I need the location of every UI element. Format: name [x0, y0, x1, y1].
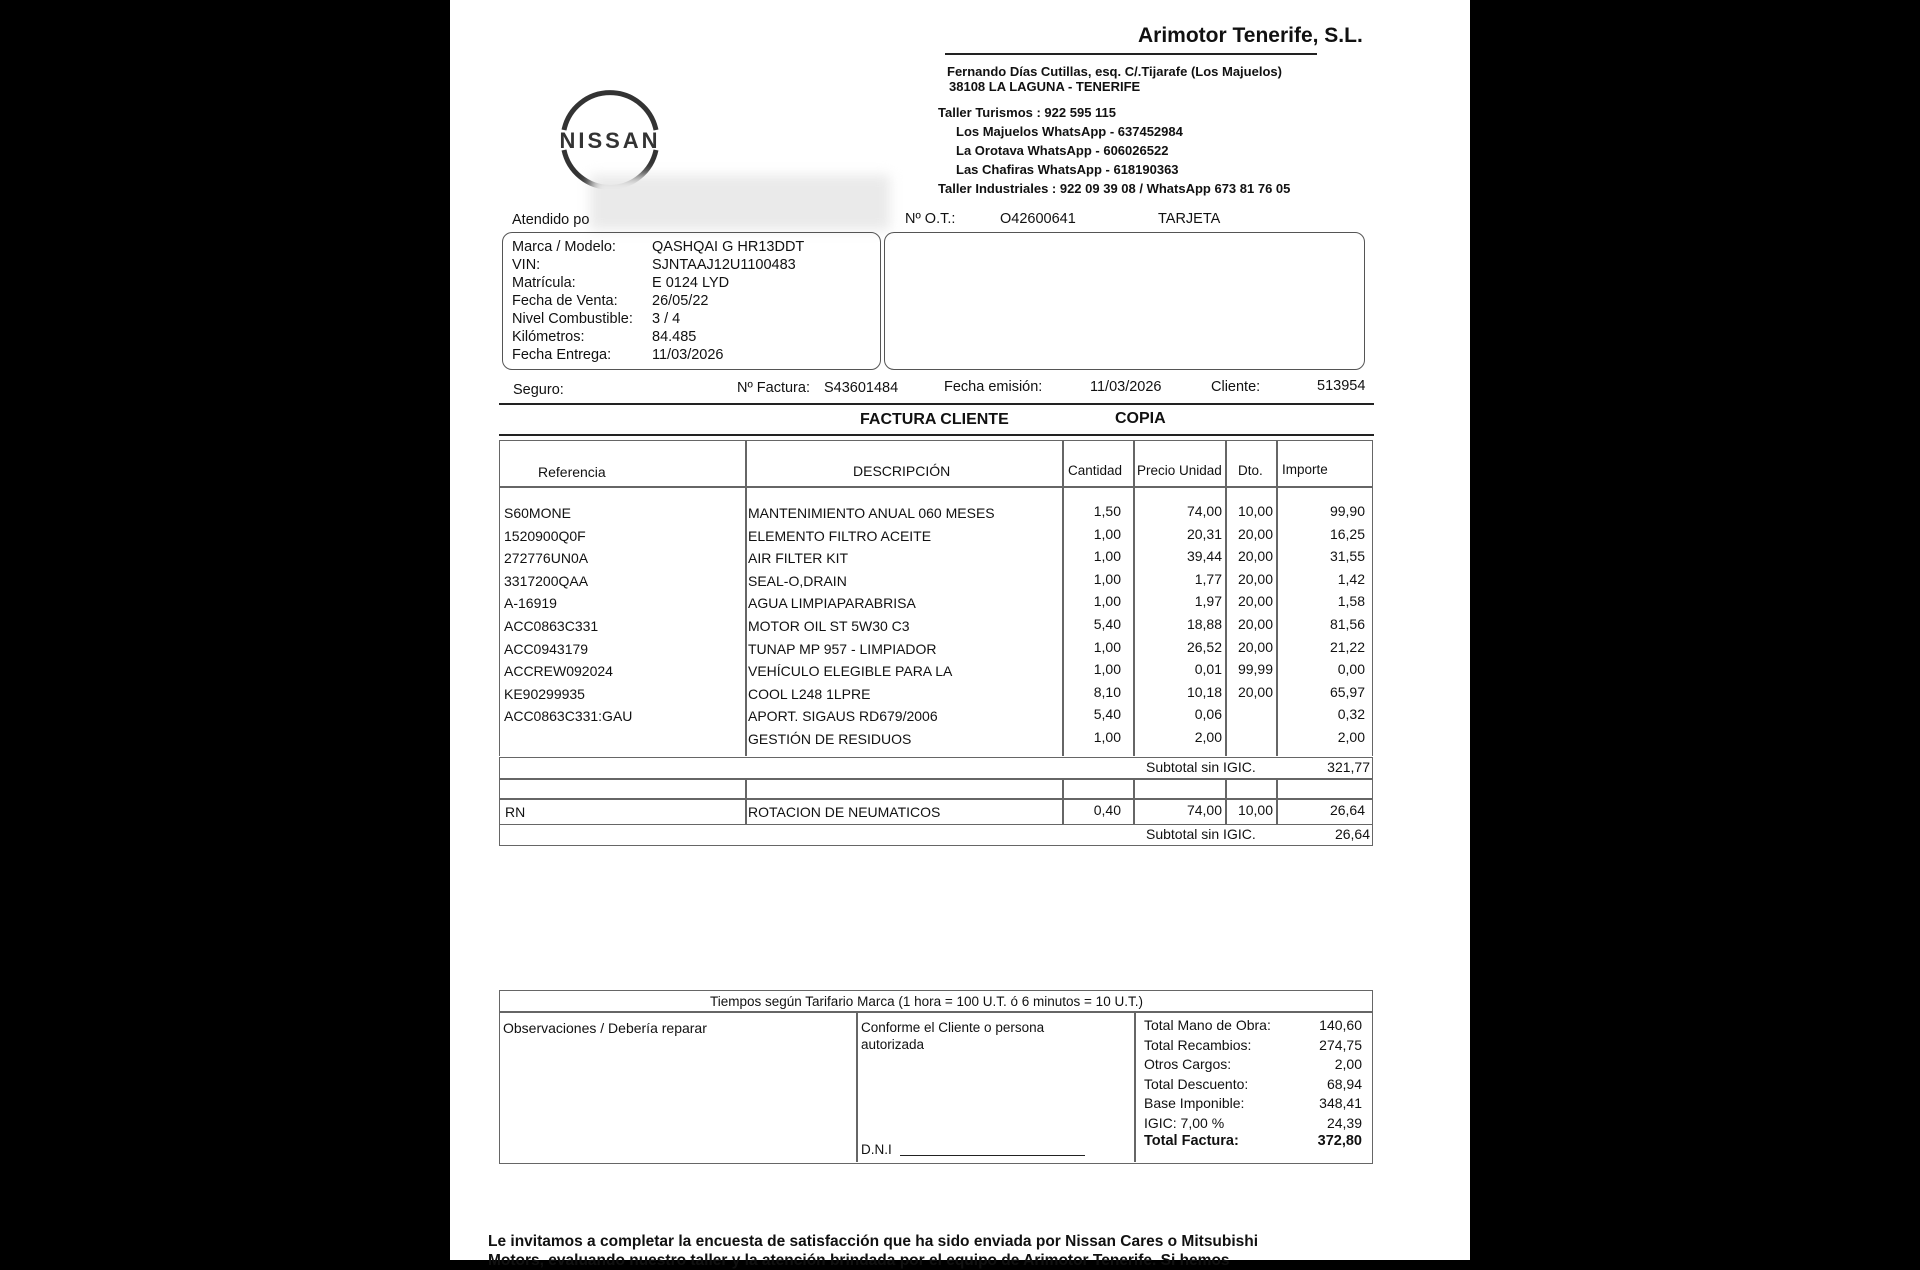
item-desc: AGUA LIMPIAPARABRISA: [748, 595, 916, 612]
item-qty: 1,00: [1093, 638, 1121, 655]
copy-label: COPIA: [1115, 410, 1166, 427]
item-ref: ACC0863C331:GAU: [504, 708, 633, 725]
taller-industriales: Taller Industriales : 922 09 39 08 / WhatsApp 673 81 76 05: [938, 181, 1291, 196]
subtotal-1-value: 321,77: [1327, 759, 1370, 775]
item-ref: ACC0863C331: [504, 618, 599, 634]
item-amount: 0,00: [1337, 661, 1365, 678]
vehicle-label: Nivel Combustible:: [512, 311, 633, 327]
total-value: 68,94: [1326, 1075, 1362, 1092]
item-qty: 5,40: [1093, 706, 1121, 723]
vehicle-row: [512, 292, 804, 310]
dni-label: D.N.I: [861, 1142, 892, 1157]
vehicle-value: 11/03/2026: [652, 347, 724, 363]
vehicle-row: [512, 328, 804, 346]
item-desc: MOTOR OIL ST 5W30 C3: [748, 618, 910, 634]
item-qty: 1,00: [1093, 525, 1121, 542]
col-sep-1: [745, 440, 747, 756]
taller-turismos: Taller Turismos : 922 595 115: [938, 105, 1117, 120]
total-label: Otros Cargos:: [1144, 1056, 1232, 1072]
vehicle-label: Matrícula:: [512, 275, 576, 291]
total-value: 140,60: [1319, 1017, 1362, 1033]
ot-label: Nº O.T.:: [905, 211, 956, 227]
redacted-attendant: [590, 175, 890, 230]
vehicle-value: 84.485: [652, 329, 697, 345]
address-line-2: 38108 LA LAGUNA - TENERIFE: [949, 79, 1141, 94]
item-qty: 1,50: [1093, 503, 1121, 519]
atendido-label: Atendido po: [512, 212, 590, 228]
item-amount: 2,00: [1337, 729, 1365, 745]
item-desc: ELEMENTO FILTRO ACEITE: [748, 527, 932, 544]
total-row: [1144, 1075, 1362, 1095]
labor-qty: 0,40: [1093, 802, 1121, 818]
vehicle-row: [512, 310, 804, 328]
survey-line-2: Motors, evaluando nuestro taller y la atención brindada por el equipo de Arimotor Tenerife. Si hemos: [488, 1252, 1230, 1269]
col-header-dto: Dto.: [1238, 463, 1263, 478]
col-header-referencia: Referencia: [538, 464, 606, 480]
item-ref: 1520900Q0F: [504, 527, 586, 544]
item-amount: 31,55: [1329, 548, 1365, 565]
item-price: 74,00: [1186, 503, 1222, 519]
item-dto: 20,00: [1237, 570, 1273, 587]
item-desc: APORT. SIGAUS RD679/2006: [748, 708, 938, 725]
dni-signature-line: [900, 1155, 1085, 1156]
vehicle-row: [512, 238, 804, 256]
item-amount: 1,42: [1337, 570, 1365, 587]
item-dto: 20,00: [1237, 593, 1273, 610]
item-amount: 21,22: [1329, 638, 1365, 655]
item-dto: 10,00: [1237, 503, 1273, 519]
item-price: 20,31: [1186, 525, 1222, 542]
labor-sep-1: [745, 779, 747, 824]
vehicle-row: [512, 346, 804, 364]
vehicle-value: 26/05/22: [652, 293, 709, 309]
col-header-cantidad: Cantidad: [1068, 463, 1123, 478]
vehicle-label: Kilómetros:: [512, 329, 585, 345]
item-qty: 8,10: [1093, 683, 1121, 700]
item-dto: 99,99: [1237, 661, 1273, 678]
company-name: Arimotor Tenerife, S.L.: [1138, 24, 1363, 47]
item-price: 26,52: [1186, 638, 1222, 655]
total-row: [1144, 1055, 1362, 1075]
logo-text: NISSAN: [559, 128, 661, 153]
whatsapp-orotava: La Orotava WhatsApp - 606026522: [956, 143, 1169, 158]
vehicle-row: [512, 256, 804, 274]
item-price: 0,01: [1194, 661, 1222, 678]
vehicle-value: QASHQAI G HR13DDT: [652, 239, 805, 255]
item-qty: 1,00: [1093, 661, 1121, 678]
item-amount: 65,97: [1329, 683, 1365, 700]
item-price: 1,97: [1194, 593, 1222, 610]
item-ref: ACCREW092024: [504, 663, 613, 680]
item-amount: 0,32: [1337, 706, 1365, 723]
header-row-line: [499, 486, 1372, 488]
total-value: 24,39: [1326, 1114, 1362, 1131]
blank-box: [884, 232, 1365, 370]
info-divider: [499, 403, 1374, 405]
vehicle-value: 3 / 4: [652, 311, 681, 327]
total-factura-label: Total Factura:: [1144, 1133, 1239, 1149]
item-desc: SEAL-O,DRAIN: [748, 572, 847, 589]
item-price: 2,00: [1194, 729, 1222, 745]
totals-list: [1144, 1016, 1362, 1133]
total-value: 274,75: [1319, 1036, 1362, 1053]
tiempos-text: Tiempos según Tarifario Marca (1 hora = 100 U.T. ó 6 minutos = 10 U.T.): [710, 994, 1143, 1009]
vehicle-value: SJNTAAJ12U1100483: [652, 257, 796, 273]
item-qty: 1,00: [1093, 593, 1121, 610]
payment-method: TARJETA: [1158, 211, 1221, 227]
item-ref: A-16919: [504, 595, 557, 612]
workshop-contacts: [938, 103, 1290, 198]
total-label: IGIC: 7,00 %: [1144, 1114, 1225, 1131]
invoice-page: [450, 0, 1470, 1269]
item-desc: VEHÍCULO ELEGIBLE PARA LA: [748, 663, 953, 680]
footer-sep-1: [856, 1012, 858, 1162]
title-divider: [499, 434, 1374, 436]
item-ref: ACC0943179: [504, 640, 589, 657]
item-price: 0,06: [1194, 706, 1222, 723]
item-amount: 1,58: [1337, 593, 1365, 610]
item-ref: 272776UN0A: [504, 550, 589, 567]
footer-sep-2: [1134, 1012, 1136, 1162]
cliente-value: 513954: [1317, 378, 1366, 394]
item-qty: 1,00: [1093, 548, 1121, 565]
item-price: 18,88: [1186, 616, 1222, 632]
item-dto: 20,00: [1237, 638, 1273, 655]
vehicle-value: E 0124 LYD: [652, 275, 730, 291]
item-ref: 3317200QAA: [504, 572, 589, 589]
item-desc: MANTENIMIENTO ANUAL 060 MESES: [748, 505, 995, 521]
item-dto: 20,00: [1237, 548, 1273, 565]
total-label: Total Mano de Obra:: [1144, 1017, 1271, 1033]
item-ref: S60MONE: [504, 505, 571, 521]
item-amount: 16,25: [1329, 525, 1365, 542]
conforme-line-2: autorizada: [861, 1037, 925, 1052]
observaciones-label: Observaciones / Debería reparar: [503, 1020, 707, 1036]
labor-price: 74,00: [1186, 802, 1222, 818]
fecha-emision-value: 11/03/2026: [1090, 379, 1162, 395]
item-dto: 20,00: [1237, 683, 1273, 700]
company-address: [947, 64, 1282, 94]
labor-amount: 26,64: [1329, 802, 1365, 818]
col-header-importe: Importe: [1282, 462, 1328, 477]
whatsapp-chafiras: Las Chafiras WhatsApp - 618190363: [956, 162, 1179, 177]
fecha-emision-label: Fecha emisión:: [944, 379, 1043, 395]
col-header-precio: Precio Unidad: [1137, 463, 1222, 478]
item-price: 39,44: [1186, 548, 1222, 565]
vehicle-label: Fecha Entrega:: [512, 347, 612, 363]
survey-line-1: Le invitamos a completar la encuesta de satisfacción que ha sido enviada por Nissan Cares o Mitsubishi: [488, 1233, 1259, 1250]
address-line-1: Fernando Días Cutillas, esq. C/.Tijarafe (Los Majuelos): [947, 64, 1282, 79]
total-row: [1144, 1114, 1362, 1134]
item-dto: 20,00: [1237, 616, 1273, 632]
factura-label: Nº Factura:: [737, 380, 810, 396]
item-qty: 1,00: [1093, 729, 1121, 745]
seguro-label: Seguro:: [513, 382, 564, 398]
total-label: Total Descuento:: [1144, 1075, 1249, 1092]
total-label: Total Recambios:: [1144, 1036, 1252, 1053]
conforme-line-1: Conforme el Cliente o persona: [861, 1020, 1045, 1035]
item-price: 1,77: [1194, 570, 1222, 587]
invoice-title: FACTURA CLIENTE: [860, 411, 1009, 428]
total-row: [1144, 1094, 1362, 1114]
item-desc: GESTIÓN DE RESIDUOS: [748, 731, 912, 747]
whatsapp-majuelos: Los Majuelos WhatsApp - 637452984: [956, 124, 1183, 139]
item-desc: TUNAP MP 957 - LIMPIADOR: [748, 640, 937, 657]
labor-desc: ROTACION DE NEUMATICOS: [748, 804, 941, 820]
item-qty: 1,00: [1093, 570, 1121, 587]
labor-dto: 10,00: [1237, 802, 1273, 818]
total-row: [1144, 1016, 1362, 1036]
tiempos-line: [499, 1011, 1372, 1013]
total-value: 2,00: [1334, 1056, 1362, 1072]
vehicle-row: [512, 274, 804, 292]
vehicle-label: VIN:: [512, 257, 541, 273]
item-desc: COOL L248 1LPRE: [748, 685, 871, 702]
header-divider: [945, 53, 1317, 55]
total-label: Base Imponible:: [1144, 1095, 1245, 1111]
total-factura-value: 372,80: [1317, 1133, 1362, 1149]
vehicle-info: [512, 238, 804, 364]
ot-value: O42600641: [1000, 211, 1076, 227]
item-amount: 99,90: [1329, 503, 1365, 519]
item-qty: 5,40: [1093, 616, 1121, 632]
subtotal-2-value: 26,64: [1334, 826, 1370, 842]
subtotal-1-label: Subtotal sin IGIC.: [1146, 759, 1256, 775]
labor-ref: RN: [505, 804, 526, 820]
item-desc: AIR FILTER KIT: [748, 550, 849, 567]
col-header-descripcion: DESCRIPCIÓN: [853, 463, 951, 479]
total-value: 348,41: [1319, 1095, 1362, 1111]
conforme-text: [861, 1019, 1044, 1053]
factura-number: S43601484: [824, 380, 899, 396]
vehicle-label: Fecha de Venta:: [512, 293, 618, 309]
survey-text: [488, 1232, 1258, 1270]
total-row: [1144, 1036, 1362, 1056]
item-dto: 20,00: [1237, 525, 1273, 542]
item-amount: 81,56: [1329, 616, 1365, 632]
vehicle-label: Marca / Modelo:: [512, 239, 616, 255]
labor-top-line: [499, 798, 1372, 800]
cliente-label: Cliente:: [1211, 379, 1261, 395]
item-ref: KE90299935: [504, 685, 585, 702]
subtotal-2-label: Subtotal sin IGIC.: [1146, 826, 1256, 842]
item-price: 10,18: [1186, 683, 1222, 700]
